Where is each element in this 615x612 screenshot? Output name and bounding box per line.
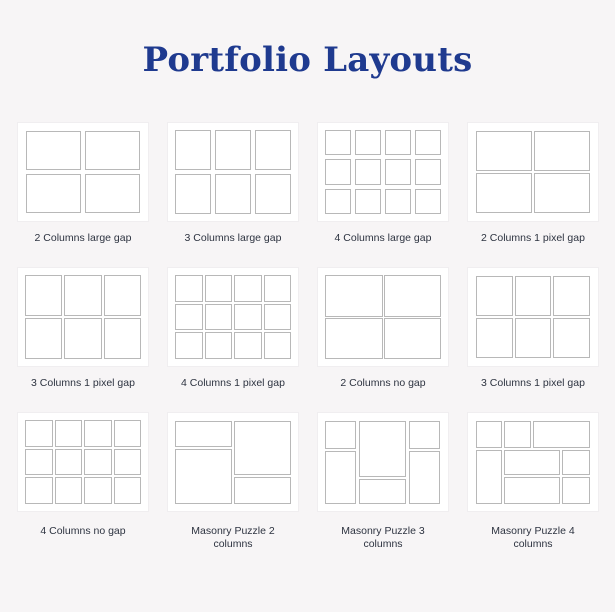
layout-cell [64,275,101,316]
layout-cell [476,318,513,358]
layout-cell [534,173,590,213]
layout-cell [385,189,411,214]
layout-label[interactable]: Masonry Puzzle 3 columns [341,525,425,550]
layout-cell [385,159,411,184]
layout-cell [25,275,62,316]
layout-cell [515,318,552,358]
layout-cell [25,318,62,359]
layout-cell [534,131,590,171]
layout-cell [26,131,81,170]
layout-cell [84,477,112,504]
layout-cell [64,318,101,359]
layout-cell [476,276,513,316]
layout-cell [355,189,381,214]
layout-thumbnail[interactable] [318,413,448,511]
layout-thumbnail[interactable] [18,413,148,511]
layout-cell [234,304,262,331]
layout-cell [25,449,53,476]
layout-cell [504,421,531,448]
layout-thumbnail[interactable] [468,123,598,221]
layout-cell [264,304,292,331]
layout-label[interactable]: 2 Columns no gap [340,377,426,389]
layout-cell [476,450,502,504]
layout-cell [205,332,233,359]
layout-thumbnail[interactable] [168,268,298,366]
layout-cell [175,332,203,359]
layout-cell [205,304,233,331]
layout-label[interactable]: 4 Columns large gap [334,232,432,244]
layout-label[interactable]: 3 Columns large gap [184,232,282,244]
layout-cell [234,332,262,359]
layout-cell [325,130,351,155]
layout-cell [325,189,351,214]
layout-label[interactable]: 4 Columns no gap [40,525,126,537]
layout-cell [409,451,440,504]
layout-cell [85,174,140,213]
layout-cell [325,275,383,317]
layout-cell [234,477,291,504]
layout-cell [55,420,83,447]
layout-thumbnail[interactable] [168,413,298,511]
layout-cell [325,451,356,504]
layout-cell [104,275,141,316]
layout-cell [175,421,232,447]
layout-cell [234,275,262,302]
layout-cell [359,479,406,504]
layout-cell [562,450,590,475]
layout-label[interactable]: 4 Columns 1 pixel gap [181,377,285,389]
layout-cell [355,159,381,184]
layout-thumbnail[interactable] [168,123,298,221]
layout-cell [205,275,233,302]
page-title: Portfolio Layouts [142,40,473,80]
layout-cell [476,131,532,171]
layout-cell [215,174,251,214]
layout-cell [355,130,381,155]
layout-cell [85,131,140,170]
layout-cell [325,421,356,449]
layout-thumbnail[interactable] [468,413,598,511]
layout-cell [409,421,440,449]
layout-label[interactable]: 2 Columns large gap [34,232,132,244]
layout-cell [175,449,232,504]
layout-cell [255,174,291,214]
layout-cell [359,421,406,477]
layout-cell [325,318,383,360]
layout-thumbnail[interactable] [18,268,148,366]
layout-cell [476,421,502,448]
layout-label[interactable]: Masonry Puzzle 2 columns [191,525,275,550]
layout-thumbnail[interactable] [318,268,448,366]
layout-cell [255,130,291,170]
layout-cell [104,318,141,359]
layout-cell [84,449,112,476]
layout-cell [384,318,442,360]
layout-thumbnail[interactable] [18,123,148,221]
layout-cell [515,276,552,316]
layout-cell [384,275,442,317]
layout-cell [114,420,142,447]
layout-cell [415,189,441,214]
layout-cell [325,159,351,184]
layout-cell [504,477,560,504]
layout-cell [175,130,211,170]
layout-cell [562,477,590,504]
layout-cell [26,174,81,213]
layout-cell [175,304,203,331]
layout-cell [234,421,291,475]
layout-cell [84,420,112,447]
layout-cell [114,449,142,476]
layout-cell [553,318,590,358]
layout-cell [476,173,532,213]
layout-cell [553,276,590,316]
layout-thumbnail[interactable] [468,268,598,366]
layout-cell [175,174,211,214]
layout-cell [385,130,411,155]
layout-cell [415,159,441,184]
layout-thumbnail[interactable] [318,123,448,221]
layout-cell [55,449,83,476]
layout-label[interactable]: Masonry Puzzle 4 columns [491,525,575,550]
layout-label[interactable]: 2 Columns 1 pixel gap [481,232,585,244]
layout-cell [114,477,142,504]
layout-cell [264,332,292,359]
layout-cell [215,130,251,170]
layout-cell [415,130,441,155]
layout-cell [504,450,560,475]
layout-cell [175,275,203,302]
layout-label[interactable]: 3 Columns 1 pixel gap [481,377,585,389]
layout-cell [25,420,53,447]
layout-label[interactable]: 3 Columns 1 pixel gap [31,377,135,389]
layout-cell [55,477,83,504]
layout-cell [264,275,292,302]
layout-cell [533,421,590,448]
layout-cell [25,477,53,504]
